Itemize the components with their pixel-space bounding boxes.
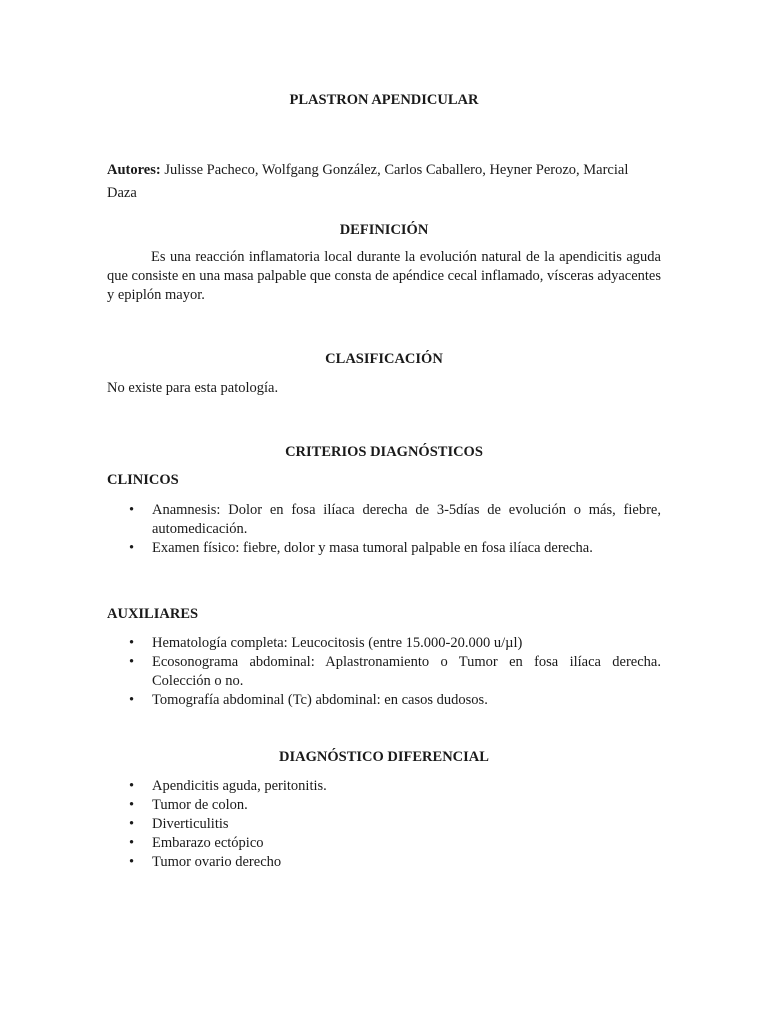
list-item: • Examen físico: fiebre, dolor y masa tumoral palpable en fosa ilíaca derecha.	[129, 540, 593, 556]
heading-definicion: DEFINICIÓN	[339, 222, 429, 238]
list-item: • Hematología completa: Leucocitosis (entre 15.000-20.000 u/µl)	[129, 635, 523, 651]
bullet-icon: •	[129, 797, 135, 813]
diferencial-list	[107, 777, 661, 872]
heading-auxiliares: AUXILIARES	[107, 606, 199, 622]
authors-line	[107, 156, 661, 184]
heading-clinicos: CLINICOS	[107, 472, 179, 488]
bullet-icon: •	[129, 816, 135, 832]
list-item: • Anamnesis: Dolor en fosa ilíaca derecha de 3-5días de evolución o más, fiebre, automedicación.	[129, 502, 661, 537]
heading-diferencial: DIAGNÓSTICO DIFERENCIAL	[279, 749, 489, 765]
list-item: • Apendicitis aguda, peritonitis.	[129, 778, 327, 794]
authors-names-cont: Daza	[107, 185, 137, 201]
bullet-icon: •	[129, 854, 135, 870]
bullet-icon: •	[129, 502, 135, 518]
authors-names: Julisse Pacheco, Wolfgang González, Carlos Caballero, Heyner Perozo, Marcial	[164, 162, 629, 178]
heading-clasificacion: CLASIFICACIÓN	[325, 351, 443, 367]
document-title: PLASTRON APENDICULAR	[289, 92, 479, 108]
heading-criterios: CRITERIOS DIAGNÓSTICOS	[285, 444, 483, 460]
bullet-icon: •	[129, 835, 135, 851]
bullet-icon: •	[129, 778, 135, 794]
bullet-icon: •	[129, 654, 135, 670]
list-item: • Diverticulitis	[129, 816, 229, 832]
clinicos-list	[107, 501, 661, 558]
auxiliares-list	[107, 634, 661, 710]
clasificacion-text: No existe para esta patología.	[107, 380, 279, 396]
bullet-icon: •	[129, 635, 135, 651]
definicion-text: Es una reacción inflamatoria local durante la evolución natural de la apendicitis aguda que consiste en una masa palpable que consta de apéndice cecal inflamado, vísceras adyacentes y epiplón mayor.	[107, 249, 661, 303]
list-item: • Tumor ovario derecho	[129, 854, 282, 870]
list-item: • Ecosonograma abdominal: Aplastronamiento o Tumor en fosa ilíaca derecha. Colección o no.	[129, 654, 661, 689]
bullet-icon: •	[129, 692, 135, 708]
bullet-icon: •	[129, 540, 135, 556]
list-item: • Tumor de colon.	[129, 797, 248, 813]
list-item: • Tomografía abdominal (Tc) abdominal: en casos dudosos.	[129, 692, 488, 708]
authors-label: Autores:	[107, 162, 161, 178]
list-item: • Embarazo ectópico	[129, 835, 264, 851]
